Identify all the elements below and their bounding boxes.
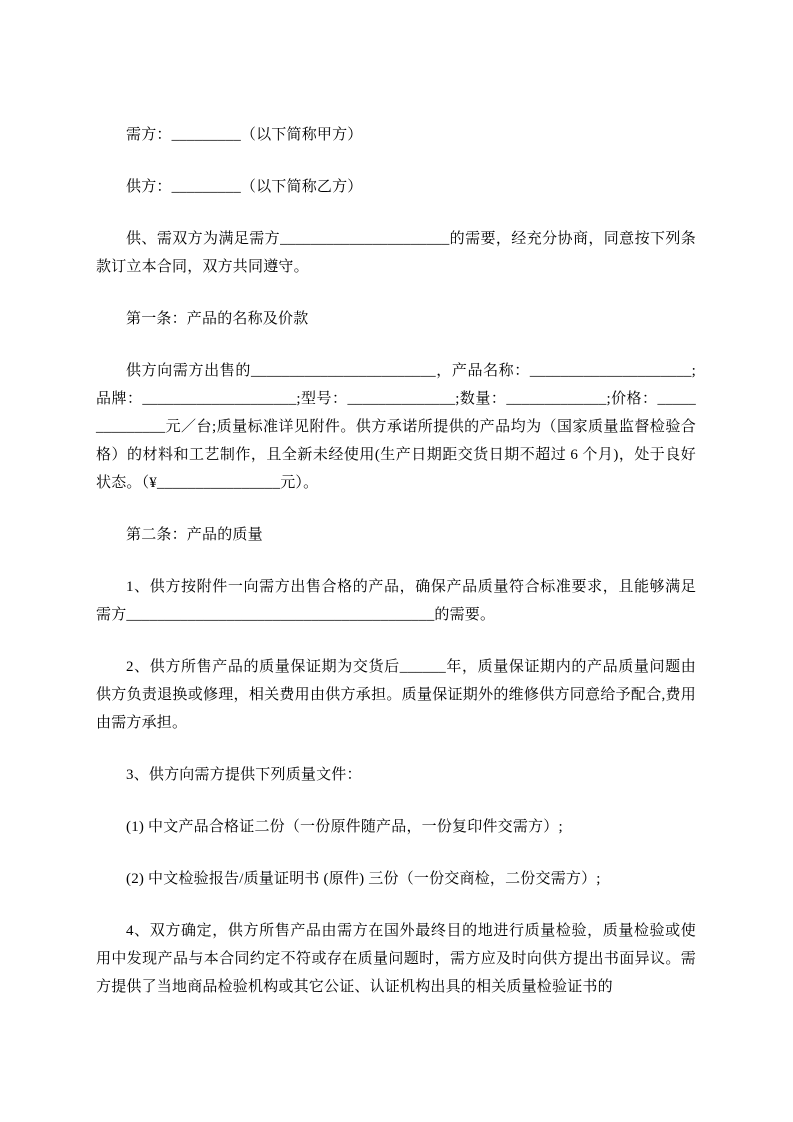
paragraph-supplier-line: 供方：_________（以下简称乙方） (126, 179, 363, 195)
paragraph-clause2-item4: 4、双方确定，供方所售产品由需方在国外最终目的地进行质量检验，质量检验或使用中发现产品与本合同约定不符或存在质量问题时，需方应及时向供方提出书面异议。需方提供了当地商品检验机构或其它公证、认证机构出具的相关质量检验证书的 (96, 923, 696, 995)
paragraph-buyer-line: 需方：_________（以下简称甲方） (126, 127, 363, 143)
paragraph-clause2-item1: 1、供方按附件一向需方出售合格的产品，确保产品质量符合标准要求，且能够满足需方________________________________________的需要。 (96, 579, 696, 623)
paragraph-quality-doc-1: (1) 中文产品合格证二份（一份原件随产品，一份复印件交需方）; (126, 819, 563, 835)
paragraph-clause2-title: 第二条：产品的质量 (126, 527, 263, 543)
paragraph-preamble: 供、需双方为满足需方______________________的需要，经充分协商，同意按下列条款订立本合同，双方共同遵守。 (96, 231, 696, 275)
paragraph-clause1-title: 第一条：产品的名称及价款 (126, 311, 309, 327)
paragraph-clause2-item2: 2、供方所售产品的质量保证期为交货后______年，质量保证期内的产品质量问题由供方负责退换或修理，相关费用由供方承担。质量保证期外的维修供方同意给予配合,费用由需方承担。 (96, 659, 696, 731)
paragraph-clause2-item3: 3、供方向需方提供下列质量文件： (126, 767, 362, 783)
paragraph-clause1-body: 供方向需方出售的________________________，产品名称：_____________________;品牌：____________________;型号：______________;数量：_____________;价格：______________元／台;质量标准详见附件。供方承诺所提供的产品均为（国家质量监督检验合格）的材料和工艺制作，且全新未经使用(生产日期距交货日期不超过 6 个月)，处于良好状态。（¥________________元）。 (96, 363, 696, 491)
paragraph-quality-doc-2: (2) 中文检验报告/质量证明书 (原件) 三份（一份交商检，二份交需方）; (126, 871, 601, 887)
